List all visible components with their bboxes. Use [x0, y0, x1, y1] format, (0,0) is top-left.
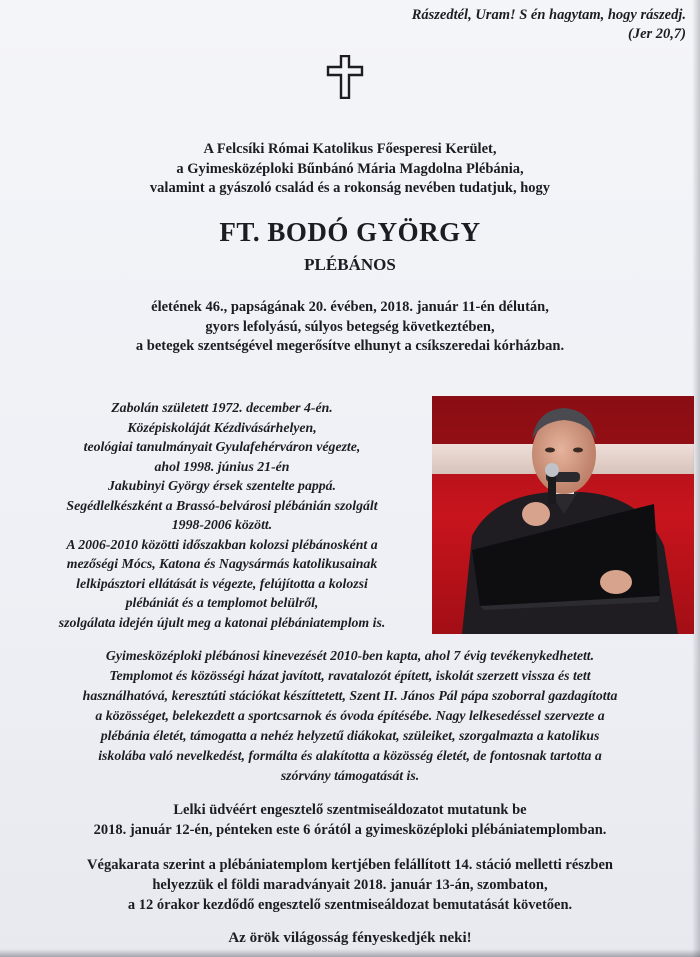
ministry-line: iskolába való nevelkedést, formálta és alakította a közösség életét, de fontosnak tartotta a	[98, 748, 602, 763]
page-bottom-shadow	[0, 949, 700, 957]
ministry-line: plébánia életét, támogatta a nehéz helyzetű diákokat, szüleiket, szorgalmazta a katolikus	[100, 728, 600, 743]
intro-line: a Gyimesközéploki Bűnbánó Mária Magdolna Plébánia,	[176, 160, 524, 177]
memorial-mass-line: 2018. január 12-én, pénteken este 6 órától a gyimesközéploki plébániatemplomban.	[93, 822, 607, 838]
deceased-name: FT. BODÓ GYÖRGY	[219, 217, 481, 247]
biography-line: Jakubinyi György érsek szentelte pappá.	[107, 478, 336, 493]
closing-prayer: Az örök világosság fényeskedjék neki!	[228, 930, 472, 946]
funeral-details	[20, 855, 680, 915]
death-notice-line: a betegek szentségével megerősítve elhunyt a csíkszeredai kórházban.	[135, 338, 565, 354]
death-notice-line: életének 46., papságának 20. évében, 2018. január 11-én délután,	[151, 299, 549, 315]
bible-quote-reference: (Jer 20,7)	[628, 26, 686, 42]
ministry-line: Gyimesközéploki plébánosi kinevezését 2010-ben kapta, ahol 7 évig tevékenykedhetett.	[105, 648, 595, 663]
death-notice	[20, 298, 680, 357]
biography-line: plébániát és a templomot belülről,	[125, 595, 319, 610]
biography-line: A 2006-2010 közötti időszakban kolozsi plébánosként a	[66, 536, 378, 552]
funeral-line: a 12 órakor kezdődő engesztelő szentmiseáldozat bemutatását követően.	[127, 897, 573, 913]
memorial-mass	[20, 800, 680, 840]
bible-quote	[412, 6, 686, 44]
ministry-line: a közösséget, belekezdett a sportcsarnok és óvoda építésébe. Nagy lelkesedéssel szervezte a	[95, 708, 605, 723]
biography-line: Segédlelkészként a Brassó-belvárosi plébánián szolgált	[66, 497, 378, 513]
intro-line: valamint a gyászoló család és a rokonság nevében tudatjuk, hogy	[149, 180, 551, 196]
cross-icon	[326, 55, 364, 99]
page-edge-shadow	[692, 0, 700, 957]
biography-line: Zabolán született 1972. december 4-én.	[111, 400, 333, 415]
biography-line: teológiai tanulmányait Gyulafehérváron végezte,	[83, 439, 361, 454]
bible-quote-text: Rászedtél, Uram! S én hagytam, hogy rászedj.	[411, 7, 686, 23]
priest-photo	[432, 396, 694, 634]
funeral-line: Végakarata szerint a plébániatemplom kertjében felállított 14. stáció melletti részben	[87, 857, 613, 873]
biography-line: Középiskoláját Kézdivásárhelyen,	[127, 419, 317, 435]
biography-line: mezőségi Mócs, Katona és Nagysármás katolikusainak	[66, 556, 378, 571]
ministry-line: Templomot és közösségi házat javított, ravatalozót épített, iskolát szerzett vissza és tett	[109, 668, 591, 683]
ministry-paragraph	[22, 646, 678, 786]
intro-line: A Felcsíki Római Katolikus Főesperesi Kerület,	[203, 141, 497, 157]
biography	[18, 398, 426, 632]
ministry-line: használhatóvá, keresztúti stációkat készíttetett, Szent II. János Pál pápa szoborral gazdagította	[82, 688, 618, 703]
biography-line: lelkipásztori ellátását is végezte, felújította a kolozsi	[76, 575, 368, 591]
death-notice-line: gyors lefolyású, súlyos betegség következtében,	[205, 318, 495, 335]
memorial-mass-line: Lelki üdvéért engesztelő szentmiseáldozatot mutatunk be	[173, 802, 527, 818]
deceased-title: PLÉBÁNOS	[304, 255, 396, 274]
biography-line: ahol 1998. június 21-én	[154, 458, 290, 474]
ministry-line: szórvány támogatását is.	[280, 768, 420, 783]
intro-text	[0, 140, 700, 199]
biography-line: 1998-2006 között.	[171, 517, 273, 532]
funeral-line: helyezzük el földi maradványait 2018. január 13-án, szombaton,	[152, 877, 548, 893]
biography-line: szolgálata idején újult meg a katonai plébániatemplom is.	[58, 614, 386, 630]
